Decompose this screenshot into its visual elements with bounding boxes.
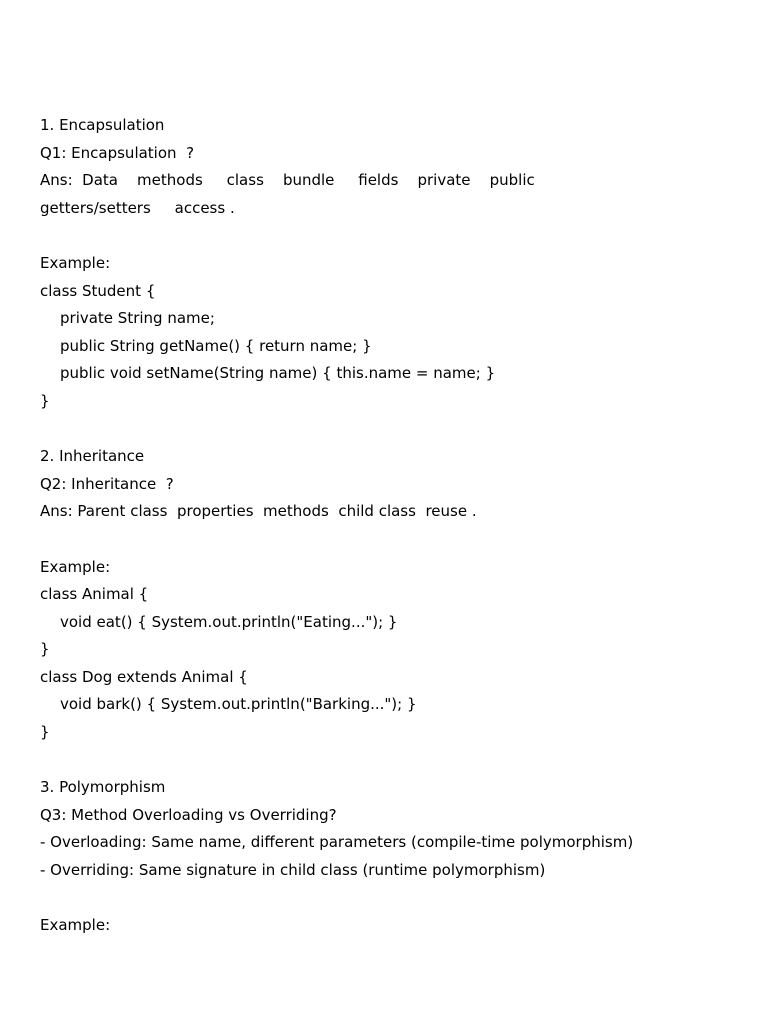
code-line: class Animal { (40, 585, 149, 604)
code-line: void eat() { System.out.println("Eating..."); } (60, 612, 398, 631)
blank-line (40, 222, 740, 250)
section-heading-polymorphism: 3. Polymorphism (40, 778, 166, 797)
blank-line (40, 747, 740, 775)
example-label: Example: (40, 916, 111, 935)
code-line: class Dog extends Animal { (40, 667, 248, 686)
code-line: } (40, 723, 50, 742)
answer-encapsulation-line-1: Ans: Data methods class bundle fields private public (40, 171, 535, 190)
question-inheritance: Q2: Inheritance ? (40, 474, 174, 493)
blank-line (40, 885, 740, 913)
answer-inheritance: Ans: Parent class properties methods child class reuse . (40, 502, 477, 521)
point-overriding: - Overriding: Same signature in child class (runtime polymorphism) (40, 861, 546, 880)
example-label: Example: (40, 253, 111, 272)
blank-line (40, 416, 740, 444)
code-line: public String getName() { return name; } (60, 336, 372, 355)
code-line: void bark() { System.out.println("Barking..."); } (60, 695, 417, 714)
example-label: Example: (40, 557, 111, 576)
code-line: class Student { (40, 281, 156, 300)
code-line: public void setName(String name) { this.name = name; } (60, 364, 496, 383)
section-heading-encapsulation: 1. Encapsulation (40, 116, 165, 134)
section-heading-inheritance: 2. Inheritance (40, 447, 145, 466)
blank-line (40, 526, 740, 554)
answer-encapsulation-line-2: getters/setters access . (40, 198, 235, 217)
point-overloading: - Overloading: Same name, different parameters (compile-time polymorphism) (40, 833, 634, 852)
document-page (40, 112, 740, 940)
code-line: private String name; (60, 309, 215, 328)
question-encapsulation: Q1: Encapsulation ? (40, 143, 195, 162)
question-polymorphism: Q3: Method Overloading vs Overriding? (40, 805, 337, 824)
code-line: } (40, 640, 50, 659)
code-line: } (40, 391, 50, 410)
